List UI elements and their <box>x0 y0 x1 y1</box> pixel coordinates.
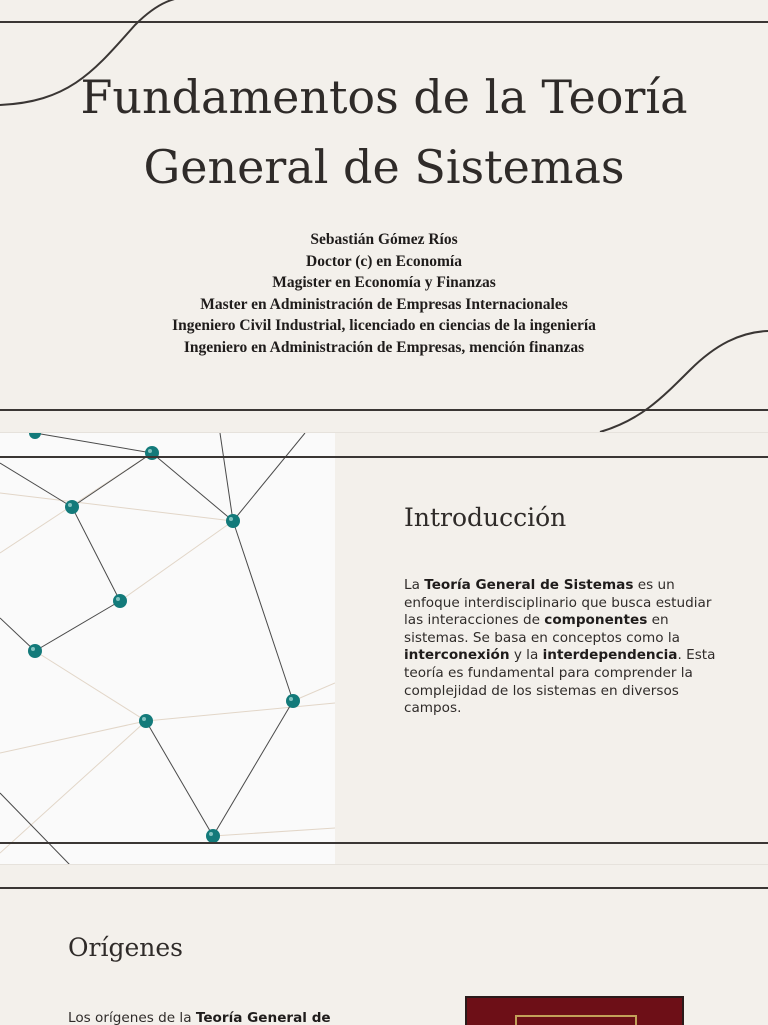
network-pins-image <box>0 433 335 865</box>
section-heading-origenes: Orígenes <box>68 933 183 962</box>
introduction-paragraph: La Teoría General de Sistemas es un enfoque interdisciplinario que busca estudiar las interacciones de componentes en sistemas. Se basa en conceptos como la interconexión y la interdependencia. Esta teoría es fundamental para comprender la complejidad de los sistemas en diversos campos. <box>404 577 716 717</box>
keyword-tgs: Teoría General de <box>195 1010 331 1025</box>
title-line-2: General de Sistemas <box>143 140 625 194</box>
presentation-title <box>0 62 768 202</box>
bottom-rule <box>0 409 768 411</box>
keyword-interconexion: interconexión <box>404 647 510 664</box>
title-slide <box>0 0 768 432</box>
upper-rule <box>0 887 768 889</box>
top-rule <box>0 21 768 23</box>
origins-paragraph: Los orígenes de la Teoría General de <box>68 1010 331 1025</box>
author-name: Sebastián Gómez Ríos <box>310 231 458 248</box>
section-heading-introduccion: Introducción <box>404 503 567 532</box>
keyword-interdependencia: interdependencia <box>542 647 678 664</box>
introduction-slide <box>0 432 768 865</box>
upper-rule <box>0 456 768 458</box>
keyword-componentes: componentes <box>544 612 648 629</box>
title-line-1: Fundamentos de la Teoría <box>80 70 688 124</box>
keyword-tgs: Teoría General de Sistemas <box>424 577 634 593</box>
author-credentials <box>0 229 768 359</box>
credential-line: Ingeniero Civil Industrial, licenciado en ciencias de la ingeniería <box>172 317 596 335</box>
origins-slide <box>0 864 768 1025</box>
lower-rule <box>0 842 768 844</box>
network-graphic <box>0 433 335 865</box>
credential-line: Master en Administración de Empresas Internacionales <box>200 295 568 313</box>
credential-line: Magister en Economía y Finanzas <box>272 274 496 292</box>
book-cover-image <box>465 996 684 1025</box>
credential-line: Doctor (c) en Economía <box>306 252 462 270</box>
credential-line: Ingeniero en Administración de Empresas, mención finanzas <box>183 338 585 356</box>
